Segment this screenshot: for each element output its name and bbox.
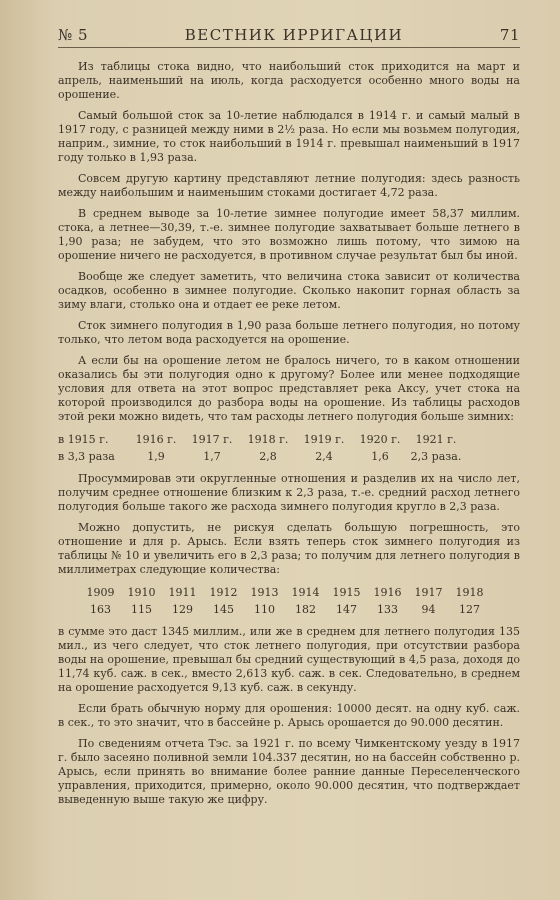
table-cell: 1911 <box>168 586 197 599</box>
paragraph: Совсем другую картину представляют летние полугодия: здесь разность между наибольшим и наименьшим стоками достигает 4,72 раза. <box>58 172 520 199</box>
table-cell: 2,3 раза. <box>410 450 462 463</box>
table-cell: 1917 <box>414 586 443 599</box>
table-cell: 163 <box>90 603 111 616</box>
page-header <box>58 26 520 48</box>
paragraph: в сумме это даст 1345 миллим., или же в среднем для летнего полугодия 135 мил., из чего следует, что сток летнего полугодия, при отсутствии разбора воды на орошение, превышал бы средний существующий в 4,5 раза, доходя до 11,74 куб. саж. в сек., вместо 2,613 куб. саж. в сек. Следовательно, в среднем на орошение расходуется 9,13 куб. саж. в секунду. <box>58 625 520 694</box>
table-cell: 110 <box>254 603 275 616</box>
table-cell: 2,8 <box>259 450 277 463</box>
table-cell: 145 <box>213 603 234 616</box>
issue-number: № 5 <box>58 26 89 44</box>
table-row <box>80 601 490 618</box>
paragraph: Сток зимнего полугодия в 1,90 раза больше летнего полугодия, но потому только, что летом вода расходуется на орошение. <box>58 319 520 346</box>
table-cell: 1913 <box>250 586 279 599</box>
table-cell: 1910 <box>127 586 156 599</box>
table-cell: 1,7 <box>203 450 221 463</box>
table-cell: 1918 <box>455 586 484 599</box>
table-cell: 1914 <box>291 586 320 599</box>
table-cell: 133 <box>377 603 398 616</box>
article-body <box>58 60 520 807</box>
table-cell: 1920 г. <box>359 433 401 446</box>
table-cell: 129 <box>172 603 193 616</box>
paragraph: Вообще же следует заметить, что величина стока зависит от количества осадков, особенно в зимнее полугодие. Сколько накопит горная область за зиму влаги, столько она и отдает ее реке летом. <box>58 270 520 311</box>
table-cell: 1918 г. <box>247 433 289 446</box>
table-cell: 1,9 <box>147 450 165 463</box>
table-cell: 1915 <box>332 586 361 599</box>
table-cell: 1909 <box>86 586 115 599</box>
paragraph: По сведениям отчета Тэс. за 1921 г. по всему Чимкентскому уезду в 1917 г. было засеяно поливной земли 104.337 десятин, но на бассейн собственно р. Арысь, если принять во внимание более ранние данные Переселенческого управления, приходится, примерно, около 90.000 десятин, что подтверждает выведенную выше такую же цифру. <box>58 737 520 806</box>
table-cell: 94 <box>421 603 436 616</box>
table-cell: 1,6 <box>371 450 389 463</box>
paragraph: А если бы на орошение летом не бралось ничего, то в каком отношении оказались бы эти полугодия одно к другому? Более или менее подходящие условия для ответа на этот вопрос представляет река Аксу, учет стока на которой производился до разбора воды на орошение. Из таблицы расходов этой реки можно видеть, что там расходы летнего полугодия больше зимних: <box>58 354 520 423</box>
paragraph: Самый большой сток за 10-летие наблюдался в 1914 г. и самый малый в 1917 году, с разницей между ними в 2½ раза. Но если мы возьмем полугодия, наприм., зимние, то сток наибольший в 1914 г. превышал наименьший в 1917 году только в 1,93 раза. <box>58 109 520 164</box>
paragraph: Из таблицы стока видно, что наибольший сток приходится на март и апрель, наименьший на июль, когда расходуется особенно много воды на орошение. <box>58 60 520 101</box>
table-row <box>58 431 464 448</box>
ratio-table <box>58 431 464 465</box>
page-number: 71 <box>499 26 520 44</box>
table-row <box>80 584 490 601</box>
table-cell: 147 <box>336 603 357 616</box>
table-row <box>58 448 464 465</box>
summer-runoff-table <box>80 584 490 618</box>
table-cell: 1916 <box>373 586 402 599</box>
paragraph: Можно допустить, не рискуя сделать большую погрешность, это отношение и для р. Арысь. Если взять теперь сток зимнего полугодия из таблицы № 10 и увеличить его в 2,3 раза; то получим для летнего полугодия в миллиметрах следующие количества: <box>58 521 520 576</box>
table-cell: в 1915 г. <box>58 433 109 446</box>
table-cell: 182 <box>295 603 316 616</box>
table-cell: 1919 г. <box>303 433 345 446</box>
table-cell: 127 <box>459 603 480 616</box>
table-cell: 1921 г. <box>415 433 457 446</box>
paragraph: Если брать обычную норму для орошения: 10000 десят. на одну куб. саж. в сек., то это значит, что в бассейне р. Арысь орошается до 90.000 десятин. <box>58 702 520 729</box>
table-cell: 1912 <box>209 586 238 599</box>
table-cell: 115 <box>131 603 152 616</box>
table-cell: 2,4 <box>315 450 333 463</box>
table-cell: 1916 г. <box>135 433 177 446</box>
paragraph: Просуммировав эти округленные отношения и разделив их на число лет, получим среднее отношение близким к 2,3 раза, т.-е. средний расход летнего полугодия больше такого же расхода зимнего полугодия кругло в 2,3 раза. <box>58 472 520 513</box>
table-cell: в 3,3 раза <box>58 450 115 463</box>
paragraph: В среднем выводе за 10-летие зимнее полугодие имеет 58,37 миллим. стока, а летнее—30,39, т.-е. зимнее полугодие захватывает больше летнего в 1,90 раза; не забудем, что это возможно лишь потому, что зимою на орошение ничего не расходуется, в противном случае результат был бы иной. <box>58 207 520 262</box>
table-cell: 1917 г. <box>191 433 233 446</box>
journal-title: ВЕСТНИК ИРРИГАЦИИ <box>184 26 404 44</box>
